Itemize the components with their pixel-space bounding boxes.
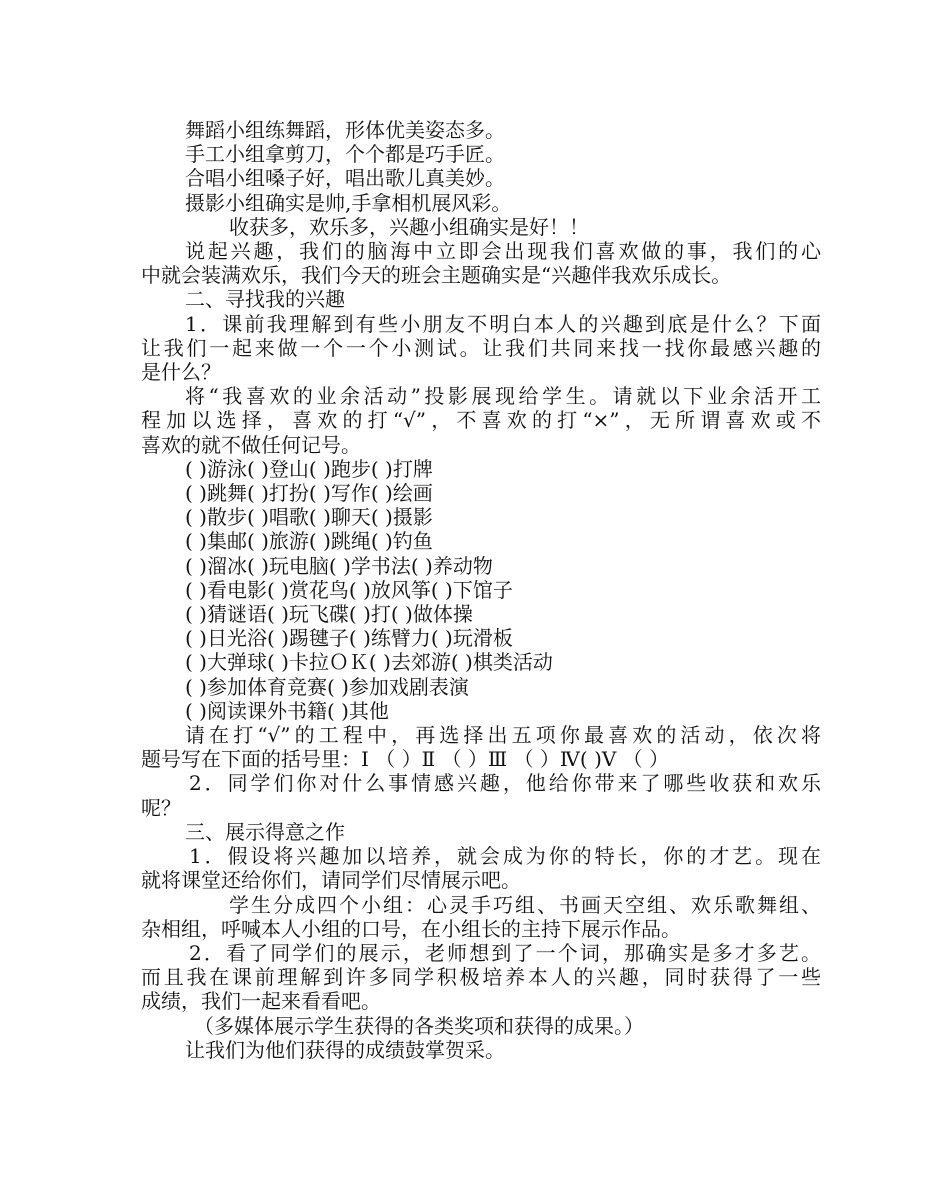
document-page	[141, 118, 821, 1062]
text-line: 让我们一起来做一个一个小测试。让我们共同来找一找你最感兴趣的	[141, 335, 821, 360]
section-heading: 三、展示得意之作	[185, 819, 345, 844]
text-line: 让我们为他们获得的成绩鼓掌贺采。	[185, 1037, 505, 1062]
list-item: ( )集邮( )旅游( )跳绳( )钓鱼	[185, 529, 433, 554]
text-line: 舞蹈小组练舞蹈，形体优美姿态多。	[185, 118, 505, 142]
list-item: ( )溜冰( )玩电脑( )学书法( )养动物	[185, 553, 493, 578]
list-item: ( )跳舞( )打扮( )写作( )绘画	[185, 481, 433, 506]
text-line: 是什么？	[141, 360, 221, 385]
text-line: 喜欢的就不做任何记号。	[141, 432, 361, 457]
text-line: 呢？	[141, 795, 181, 820]
text-line: 程加以选择，喜欢的打“√”，不喜欢的打“×”，无所谓喜欢或不	[141, 408, 821, 433]
section-heading: 二、寻找我的兴趣	[185, 287, 345, 312]
text-line: 而且我在课前理解到许多同学积极培养本人的兴趣，同时获得了一些	[141, 965, 821, 990]
text-line: 题号写在下面的括号里：Ⅰ （ ）Ⅱ （ ）Ⅲ （ ）Ⅳ( )Ⅴ （ ）	[141, 747, 670, 772]
list-item: ( )游泳( )登山( )跑步( )打牌	[185, 456, 433, 481]
text-line: 中就会装满欢乐，我们今天的班会主题确实是“兴趣伴我欢乐成长。	[141, 263, 732, 288]
text-line: 说起兴趣，我们的脑海中立即会出现我们喜欢做的事，我们的心	[185, 239, 821, 264]
list-item: ( )散步( )唱歌( )聊天( )摄影	[185, 505, 433, 530]
text-line: 杂相组，呼喊本人小组的口号，在小组长的主持下展示作品。	[141, 916, 681, 941]
text-line: 请在打“√”的工程中，再选择出五项你最喜欢的活动，依次将	[185, 723, 821, 748]
text-line: （多媒体展示学生获得的各类奖项和获得的成果。）	[194, 1013, 644, 1038]
text-line: 摄影小组确实是帅,手拿相机展风彩。	[185, 190, 512, 215]
list-item: ( )猜谜语( )玩飞碟( )打( )做体操	[185, 602, 473, 627]
text-line: 1．假设将兴趣加以培养，就会成为你的特长，你的才艺。现在	[189, 844, 821, 869]
list-item: ( )看电影( )赏花鸟( )放风筝( )下馆子	[185, 577, 513, 602]
list-item: ( )阅读课外书籍( )其他	[185, 698, 389, 723]
text-line: 2．同学们你对什么事情感兴趣，他给你带来了哪些收获和欢乐	[189, 771, 821, 796]
text-line: 收获多，欢乐多，兴趣小组确实是好！！	[229, 214, 589, 239]
text-line: 就将课堂还给你们，请同学们尽情展示吧。	[141, 868, 521, 893]
list-item: ( )日光浴( )踢毽子( )练臂力( )玩滑板	[185, 626, 513, 651]
text-line: 1．课前我理解到有些小朋友不明白本人的兴趣到底是什么？下面	[185, 311, 821, 336]
text-line: 将“我喜欢的业余活动”投影展现给学生。请就以下业余活开工	[185, 384, 821, 409]
list-item: ( )大弹球( )卡拉ＯＫ( )去郊游( )棋类活动	[185, 650, 553, 675]
text-line: 学生分成四个小组：心灵手巧组、书画天空组、欢乐歌舞组、	[229, 892, 821, 917]
text-line: 手工小组拿剪刀，个个都是巧手匠。	[185, 142, 505, 167]
text-line: 合唱小组嗓子好，唱出歌儿真美妙。	[185, 166, 505, 191]
list-item: ( )参加体育竞赛( )参加戏剧表演	[185, 674, 469, 699]
text-line: 2．看了同学们的展示，老师想到了一个词，那确实是多才多艺。	[189, 940, 821, 965]
text-line: 成绩，我们一起来看看吧。	[141, 989, 381, 1014]
